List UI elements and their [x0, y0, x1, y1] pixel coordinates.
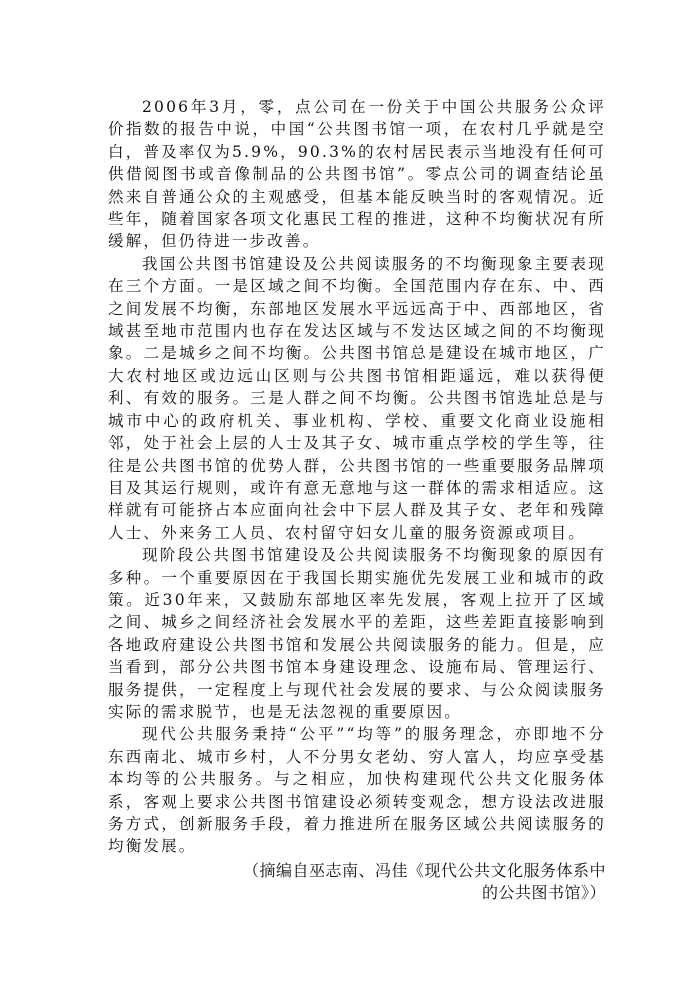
paragraph-1: 2006年3月，零，点公司在一份关于中国公共服务公众评价指数的报告中说，中国“公共图书馆一项，在农村几乎就是空白，普及率仅为5.9%，90.3%的农村居民表示当地没有任何可供借阅图书或音像制品的公共图书馆”。零点公司的调查结论虽然来自普通公众的主观感受，但基本能反映当时的客观情况。近些年，随着国家各项文化惠民工程的推进，这种不均衡状况有所缓解，但仍待进一步改善。 — [108, 98, 606, 251]
source-citation-line-1: （摘编自巫志南、冯佳《现代公共文化服务体系中 — [242, 860, 606, 880]
paragraph-4: 现代公共服务秉持“公平”“均等”的服务理念，亦即地不分东西南北、城市乡村，人不分男女老幼、穷人富人，均应享受基本均等的公共服务。与之相应，加快构建现代公共文化服务体系，客观上要求公共图书馆建设必须转变观念，想方设法改进服务方式，创新服务手段，着力推进所在服务区域公共阅读服务的均衡发展。 — [108, 725, 606, 856]
article-body — [108, 96, 606, 904]
source-citation — [108, 860, 606, 904]
paragraph-3: 现阶段公共图书馆建设及公共阅读服务不均衡现象的原因有多种。一个重要原因在于我国长期实施优先发展工业和城市的政策。近30年来，又鼓励东部地区率先发展，客观上拉开了区域之间、城乡之间经济社会发展水平的差距，这些差距直接影响到各地政府建设公共图书馆和发展公共阅读服务的能力。但是，应当看到，部分公共图书馆本身建设理念、设施布局、管理运行、服务提供，一定程度上与现代社会发展的要求、与公众阅读服务实际的需求脱节，也是无法忽视的重要原因。 — [108, 546, 606, 721]
source-citation-line-2: 的公共图书馆》） — [481, 882, 606, 902]
paragraph-2: 我国公共图书馆建设及公共阅读服务的不均衡现象主要表现在三个方面。一是区域之间不均衡。全国范围内存在东、中、西之间发展不均衡，东部地区发展水平远远高于中、西部地区，省域甚至地市范围内也存在发达区域与不发达区域之间的不均衡现象。二是城乡之间不均衡。公共图书馆总是建设在城市地区，广大农村地区或边远山区则与公共图书馆相距遥远，难以获得便利、有效的服务。三是人群之间不均衡。公共图书馆选址总是与城市中心的政府机关、事业机构、学校、重要文化商业设施相邻，处于社会上层的人士及其子女、城市重点学校的学生等，往往是公共图书馆的优势人群，公共图书馆的一些重要服务品牌项目及其运行规则，或许有意无意地与这一群体的需求相适应。这样就有可能挤占本应面向社会中下层人群及其子女、老年和残障人士、外来务工人员、农村留守妇女儿童的服务资源或项目。 — [108, 254, 606, 542]
